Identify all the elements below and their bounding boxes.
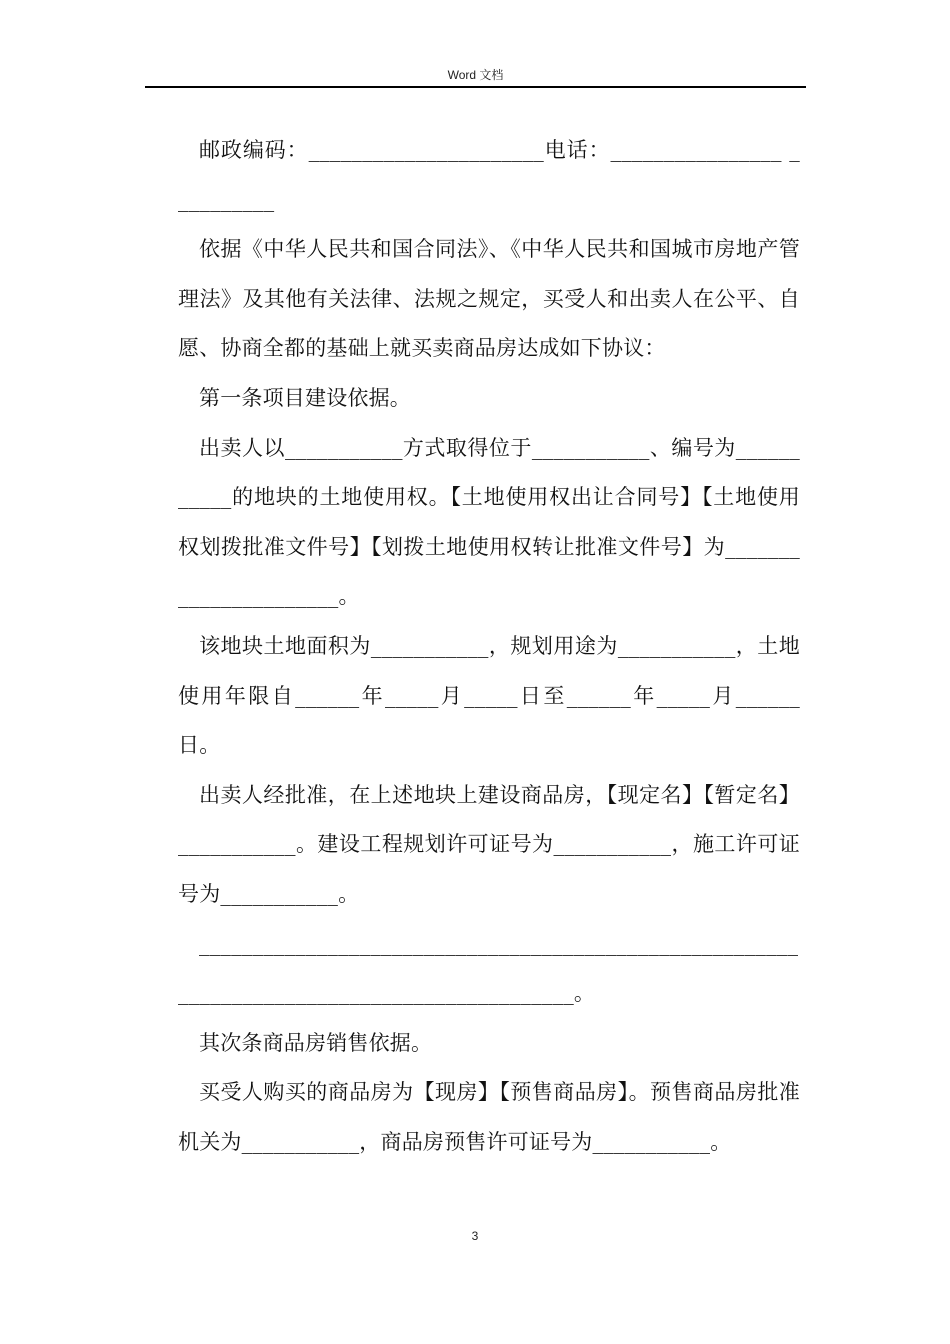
blank-fill-line: _____________________________________________________________________________________________。 (178, 931, 799, 1006)
construction-permit-clause: 出卖人经批准，在上述地块上建设商品房，【现定名】【暂定名】___________。建设工程规划许可证号为___________，施工许可证号为___________。 (178, 782, 800, 906)
contract-preamble: 依据《中华人民共和国合同法》、《中华人民共和国城市房地产管理法》及其他有关法律、法规之规定，买受人和出卖人在公平、自愿、协商全都的基础上就买卖商品房达成如下协议： (178, 237, 800, 361)
land-use-right-clause: 出卖人以___________方式取得位于___________、编号为___________的地块的土地使用权。【土地使用权出让合同号】【土地使用权划拨批准文件号】【划拨土地使用权转让批准文件号】为______________________。 (178, 435, 800, 609)
page-header: Word 文档 (447, 68, 504, 82)
postal-phone-line: 邮政编码：______________________电话：________________ __________ (178, 138, 800, 212)
land-area-clause: 该地块土地面积为___________，规划用途为___________，土地使用年限自______年_____月_____日至______年_____月______日。 (178, 633, 800, 758)
header-divider (145, 86, 806, 88)
presale-clause: 买受人购买的商品房为【现房】【预售商品房】。预售商品房批准机关为___________，商品房预售许可证号为___________。 (178, 1080, 800, 1154)
article-one-heading: 第一条项目建设依据。 (199, 385, 411, 410)
document-body (178, 126, 800, 1167)
page-number: 3 (471, 1229, 479, 1243)
article-two-heading: 其次条商品房销售依据。 (199, 1030, 433, 1055)
